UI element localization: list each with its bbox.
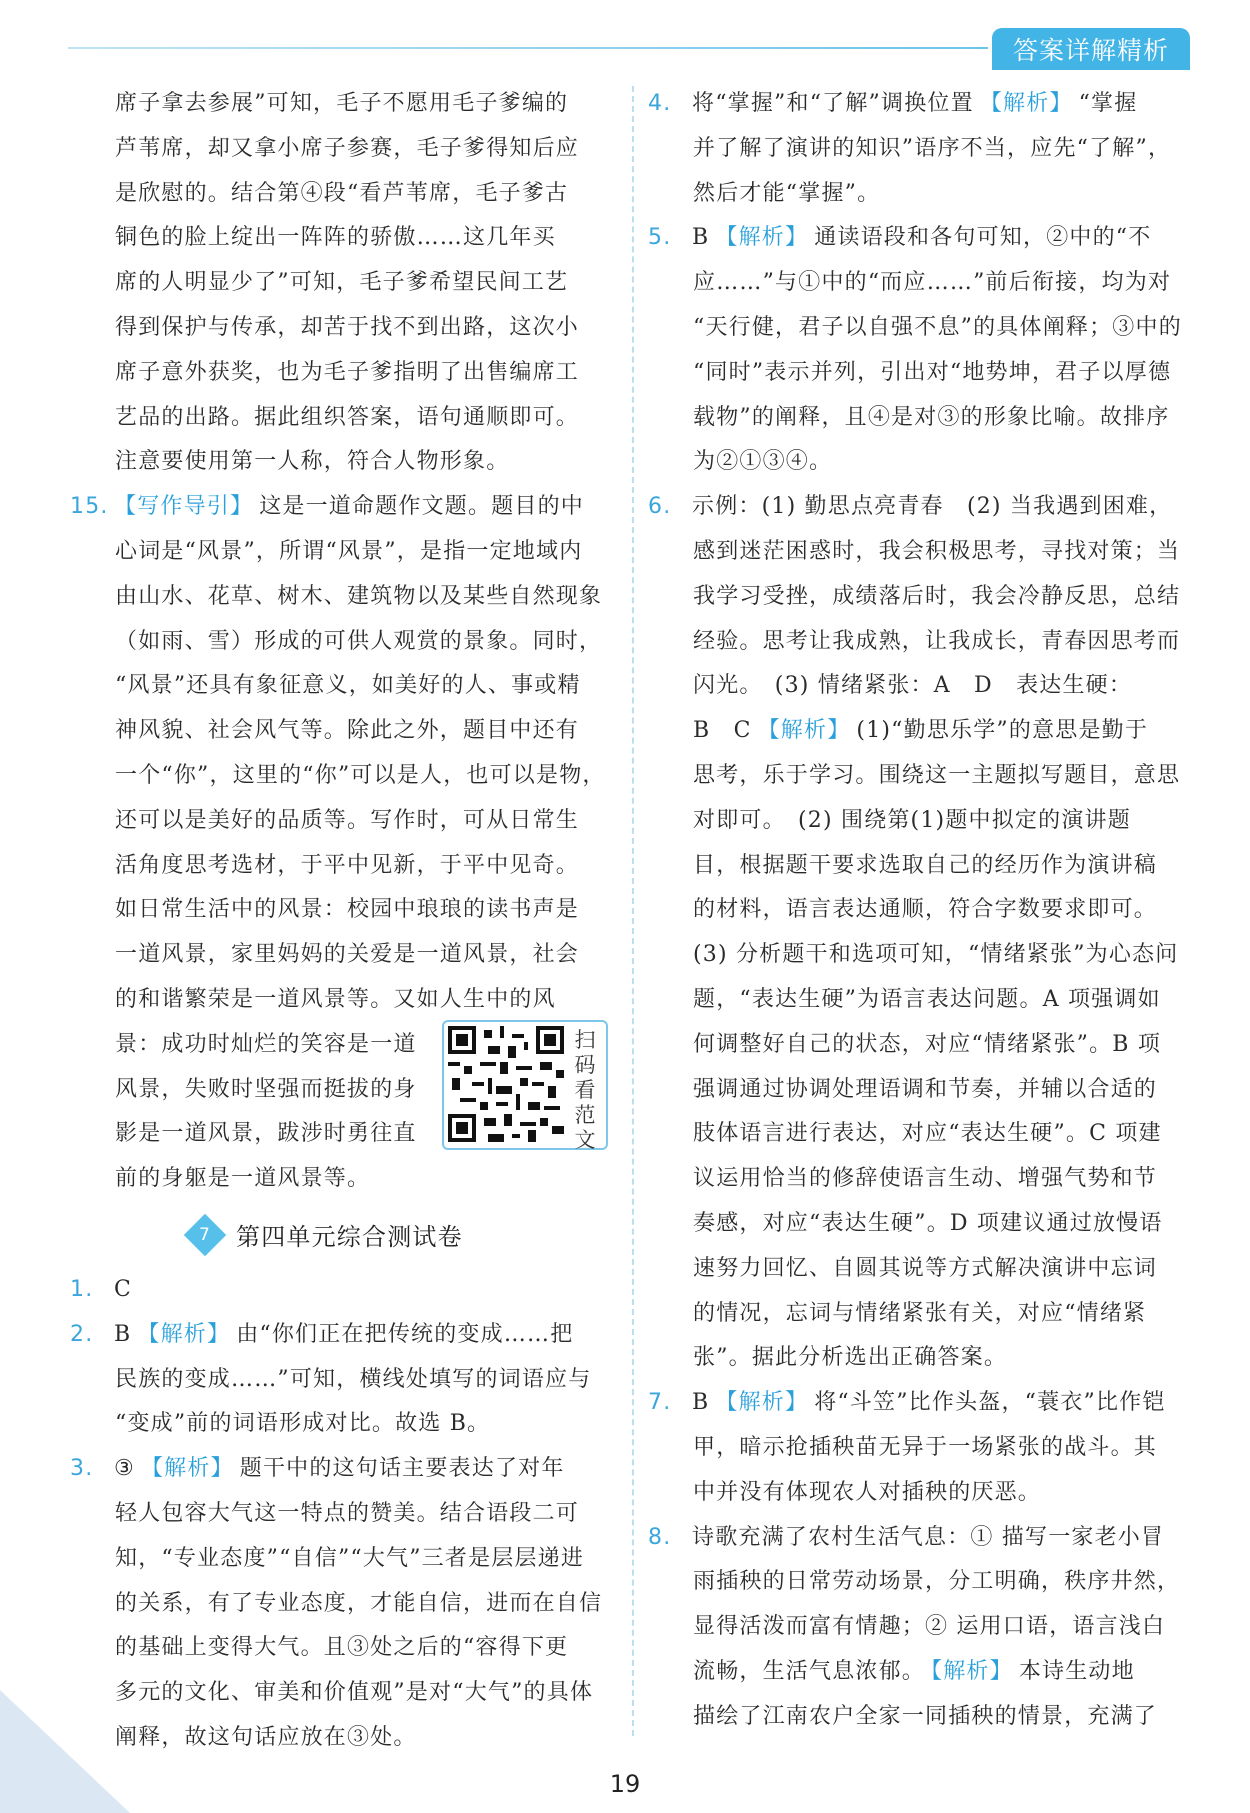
text-line: 感到迷茫困惑时，我会积极思考，寻找对策；当 — [693, 538, 1181, 564]
text-line: 如日常生活中的风景：校园中琅琅的读书声是 — [115, 897, 580, 923]
text-line: 本诗生动地 — [1018, 1658, 1135, 1684]
text-line — [648, 709, 1193, 754]
text-line: (3) 分析题干和选项可知，“情绪紧张”为心态问 — [693, 942, 1179, 968]
text-line: 应……”与①中的“而应……”前后衔接，均为对 — [693, 270, 1172, 296]
text-line: 芦苇席，却又拿小席子参赛，毛子爹得知后应 — [115, 135, 580, 161]
text-line: 得到保护与传承，却苦于找不到出路，这次小 — [115, 314, 580, 340]
qr-caption-char: 范 — [574, 1103, 596, 1127]
text-line: 示例：(1) 勤思点亮青春 (2) 当我遇到困难， — [692, 494, 1173, 520]
text-line: 席子意外获奖，也为毛子爹指明了出售编席工 — [115, 359, 580, 385]
text-line: 影是一道风景，跋涉时勇往直 — [115, 1121, 417, 1147]
answer-8 — [648, 1516, 1193, 1561]
qr-caption-char: 码 — [574, 1053, 596, 1077]
qr-code-icon[interactable] — [448, 1026, 564, 1142]
text-line: “掌握 — [1078, 91, 1138, 116]
text-line: 流畅，生活气息浓郁。 — [693, 1658, 926, 1684]
answer-text: B C — [693, 718, 752, 744]
question-number: 15. — [70, 494, 109, 520]
text-line: “同时”表示并列，引出对“地势坤，君子以厚德 — [693, 359, 1172, 385]
left-column — [70, 82, 615, 1761]
writing-guide-tag: 【写作导引】 — [114, 494, 254, 520]
section-number-badge — [184, 1214, 226, 1256]
analysis-tag: 【解析】 — [931, 1658, 1013, 1684]
text-line: 题干中的这句话主要表达了对年 — [239, 1456, 565, 1482]
text-line: “天行健，君子以自强不息”的具体阐释；③中的 — [693, 314, 1182, 340]
text-line: 通读语段和各句可知，②中的“不 — [814, 225, 1152, 251]
analysis-tag: 【解析】 — [979, 91, 1073, 116]
text-line: 速努力回忆、自圆其说等方式解决演讲中忘词 — [693, 1255, 1158, 1281]
text-line: 民族的变成……”可知，横线处填写的词语应与 — [115, 1366, 592, 1392]
text-line: 强调通过协调处理语调和节奏，并辅以合适的 — [693, 1076, 1158, 1102]
answer-text: B — [114, 1321, 132, 1347]
header-rule — [68, 47, 988, 49]
analysis-tag: 【解析】 — [715, 1390, 809, 1416]
text-line: 题，“表达生硬”为语言表达问题。A 项强调如 — [693, 986, 1161, 1012]
qr-caption-char: 扫 — [574, 1028, 596, 1052]
text-line: 知，“专业态度”“自信”“大气”三者是层层递进 — [115, 1545, 585, 1571]
text-line: 风景，失败时坚强而挺拔的身 — [115, 1076, 417, 1102]
question-number: 5. — [648, 225, 672, 251]
text-line: 这是一道命题作文题。题目的中 — [259, 494, 585, 520]
text-line: 活角度思考选材，于平中见新，于平中见奇。 — [115, 852, 580, 878]
question-number: 8. — [648, 1524, 672, 1550]
text-line — [648, 1650, 1193, 1695]
text-line: 思考，乐于学习。围绕这一主题拟写题目，意思 — [693, 762, 1181, 788]
text-line: 目，根据题干要求选取自己的经历作为演讲稿 — [693, 852, 1158, 878]
text-line: 描绘了江南农户全家一同插秧的情景，充满了 — [693, 1703, 1158, 1729]
text-line: 的材料，语言表达通顺，符合字数要求即可。 — [693, 897, 1158, 923]
answer-6 — [648, 485, 1193, 530]
text-line: （如雨、雪）形成的可供人观赏的景象。同时， — [115, 628, 603, 654]
analysis-tag: 【解析】 — [137, 1321, 231, 1347]
qr-caption — [568, 1022, 602, 1152]
question-number: 4. — [648, 91, 672, 116]
text-line: 艺品的出路。据此组织答案，语句通顺即可。 — [115, 404, 580, 430]
answer-2 — [70, 1313, 615, 1358]
text-line: 多元的文化、审美和价值观”是对“大气”的具体 — [115, 1680, 594, 1706]
qr-code-box[interactable] — [442, 1020, 608, 1150]
section-title: 第四单元综合测试卷 — [236, 1223, 463, 1252]
question-number: 7. — [648, 1390, 672, 1416]
text-line: 注意要使用第一人称，符合人物形象。 — [115, 449, 510, 475]
answer-text: B — [692, 1390, 710, 1416]
text-line: 铜色的脸上绽出一阵阵的骄傲……这几年买 — [115, 225, 556, 251]
text-line: “变成”前的词语形成对比。故选 B。 — [115, 1411, 491, 1437]
text-line: 轻人包容大气这一特点的赞美。结合语段二可 — [115, 1500, 580, 1526]
section-heading — [70, 1202, 615, 1268]
text-line: 然后才能“掌握”。 — [693, 180, 881, 206]
text-line: (1)“勤思乐学”的意思是勤于 — [856, 718, 1149, 744]
header-tab: 答案详解精析 — [992, 28, 1190, 70]
text-line: 还可以是美好的品质等。写作时，可从日常生 — [115, 807, 580, 833]
text-line: 何调整好自己的状态，对应“情绪紧张”。B 项 — [693, 1031, 1162, 1057]
text-line: 甲，暗示抢插秧苗无异于一场紧张的战斗。其 — [693, 1434, 1158, 1460]
text-line: “风景”还具有象征意义，如美好的人、事或精 — [115, 673, 581, 699]
text-line: 的关系，有了专业态度，才能自信，进而在自信 — [115, 1590, 603, 1616]
text-line: 神风貌、社会风气等。除此之外，题目中还有 — [115, 718, 580, 744]
question-number: 2. — [70, 1321, 94, 1347]
answer-text: ③ — [114, 1456, 135, 1482]
text-line: 经验。思考让我成熟，让我成长，青春因思考而 — [693, 628, 1181, 654]
text-line: 一个“你”，这里的“你”可以是人，也可以是物， — [115, 762, 606, 788]
text-line: 由山水、花草、树木、建筑物以及某些自然现象 — [115, 583, 603, 609]
text-line: 将“斗笠”比作头盔，“蓑衣”比作铠 — [814, 1390, 1166, 1416]
text-line: 心词是“风景”，所谓“风景”，是指一定地域内 — [115, 538, 583, 564]
text-line: 的基础上变得大气。且③处之后的“容得下更 — [115, 1635, 569, 1661]
text-line: 诗歌充满了农村生活气息：① 描写一家老小冒 — [692, 1524, 1165, 1550]
text-line: 席的人明显少了”可知，毛子爹希望民间工艺 — [115, 270, 569, 296]
analysis-tag: 【解析】 — [715, 225, 809, 251]
text-line: 中并没有体现农人对插秧的厌恶。 — [693, 1479, 1042, 1505]
answer-4 — [648, 82, 1193, 127]
text-line: 阐释，故这句话应放在③处。 — [115, 1724, 417, 1750]
text-line: 我学习受挫，成绩落后时，我会冷静反思，总结 — [693, 583, 1181, 609]
answer-7 — [648, 1381, 1193, 1426]
qr-caption-char: 文 — [574, 1128, 596, 1152]
text-line: 显得活泼而富有情趣；② 运用口语，语言浅白 — [693, 1614, 1166, 1640]
section-number: 7 — [198, 1224, 212, 1245]
text-line: 由“你们正在把传统的变成……把 — [236, 1321, 574, 1347]
text-line: 席子拿去参展”可知，毛子不愿用毛子爹编的 — [115, 91, 569, 116]
page-number: 19 — [609, 1770, 641, 1798]
text-line: 景：成功时灿烂的笑容是一道 — [115, 1031, 417, 1057]
text-line: 为②①③④。 — [693, 449, 833, 475]
corner-decoration — [0, 1690, 130, 1813]
text-line: 闪光。 (3) 情绪紧张：A D 表达生硬： — [693, 673, 1133, 699]
text-line: 议运用恰当的修辞使语言生动、增强气势和节 — [693, 1166, 1158, 1192]
text-line: 前的身躯是一道风景等。 — [115, 1166, 371, 1192]
text-line: 张”。据此分析选出正确答案。 — [693, 1345, 1008, 1371]
text-line: 雨插秧的日常劳动场景，分工明确，秩序井然， — [693, 1569, 1181, 1595]
question-number: 1. — [70, 1276, 94, 1302]
text-line: 的情况，忘词与情绪紧张有关，对应“情绪紧 — [693, 1300, 1147, 1326]
right-column — [648, 82, 1193, 1739]
question-number: 6. — [648, 494, 672, 520]
text-line: 奏感，对应“表达生硬”。D 项建议通过放慢语 — [693, 1210, 1163, 1236]
analysis-tag: 【解析】 — [140, 1456, 234, 1482]
text-line: 是欣慰的。结合第④段“看芦苇席，毛子爹古 — [115, 180, 569, 206]
answer-3 — [70, 1447, 615, 1492]
text-line: 肢体语言进行表达，对应“表达生硬”。C 项建 — [693, 1121, 1162, 1147]
answer-text: C — [114, 1276, 133, 1302]
text-line: 载物”的阐释，且④是对③的形象比喻。故排序 — [693, 404, 1170, 430]
qr-caption-char: 看 — [574, 1078, 596, 1102]
text-line: 并了解了演讲的知识”语序不当，应先“了解”， — [693, 135, 1172, 161]
question-number: 3. — [70, 1456, 94, 1482]
text-line: 对即可。 (2) 围绕第(1)题中拟定的演讲题 — [693, 807, 1131, 833]
analysis-tag: 【解析】 — [757, 718, 851, 744]
answer-text: B — [692, 225, 710, 251]
text-line: 一道风景，家里妈妈的关爱是一道风景，社会 — [115, 942, 580, 968]
answer-text: 将“掌握”和“了解”调换位置 — [692, 91, 974, 116]
text-line: 的和谐繁荣是一道风景等。又如人生中的风 — [115, 986, 556, 1012]
answer-15 — [70, 485, 615, 530]
column-divider — [632, 86, 634, 1736]
answer-5 — [648, 216, 1193, 261]
answer-1 — [70, 1268, 615, 1313]
